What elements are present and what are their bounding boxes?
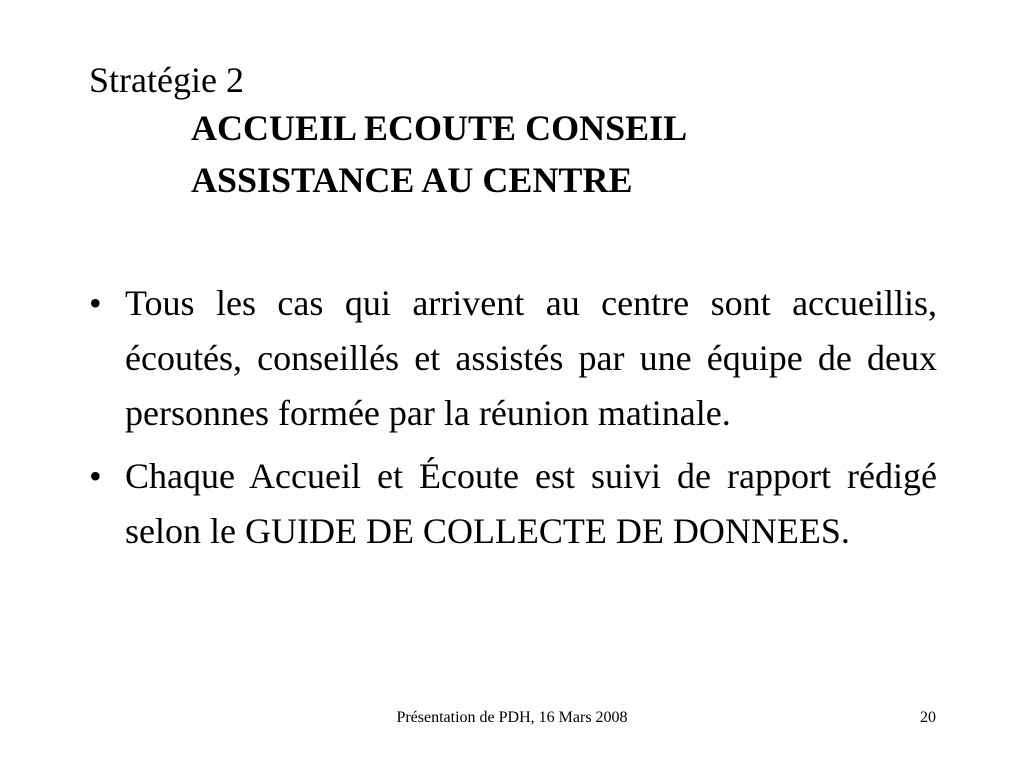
bullet-text: Chaque Accueil et Écoute est suivi de rapport rédigé selon le GUIDE DE COLLECTE DE DONNEES. [125,456,937,551]
bullet-mark: • [89,456,102,496]
title-heading-line-1: ACCUEIL ECOUTE CONSEIL [191,108,688,148]
page-number: 20 [920,709,936,726]
title-strategy-label: Stratégie 2 [89,60,244,100]
footer-text: Présentation de PDH, 16 Mars 2008 [396,709,628,726]
bullet-mark: • [89,283,102,323]
bullet-list [89,276,937,567]
slide-title [89,58,949,206]
bullet-item [89,449,937,559]
bullet-item [89,276,937,441]
bullet-text: Tous les cas qui arrivent au centre sont accueillis, écoutés, conseillés et assistés par une équipe de deux personnes formée par la réunion matinale. [125,283,937,433]
title-heading-line-2: ASSISTANCE AU CENTRE [191,160,633,200]
